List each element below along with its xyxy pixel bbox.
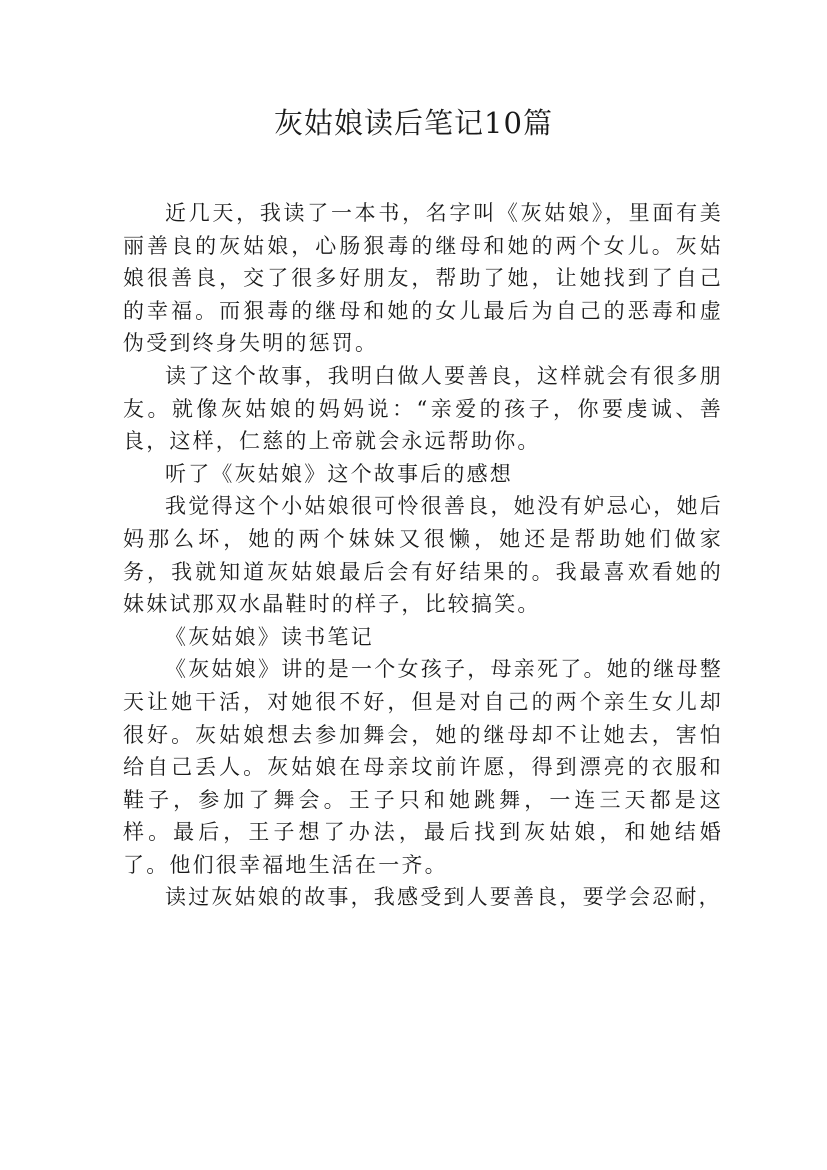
document-body: [123, 197, 723, 914]
section-heading-2: 《灰姑娘》读书笔记: [165, 624, 374, 649]
paragraph-4: 《灰姑娘》讲的是一个女孩子，母亲死了。她的继母整天让她干活，对她很不好，但是对自己的两个亲生女儿却很好。灰姑娘想去参加舞会，她的继母却不让她去，害怕给自己丢人。灰姑娘在母亲坟前许愿，得到漂亮的衣服和鞋子，参加了舞会。王子只和她跳舞，一连三天都是这样。最后，王子想了办法，最后找到灰姑娘，和她结婚了。他们很幸福地生活在一齐。: [123, 657, 723, 877]
paragraph-1: 近几天，我读了一本书，名字叫《灰姑娘》，里面有美丽善良的灰姑娘，心肠狠毒的继母和她的两个女儿。灰姑娘很善良，交了很多好朋友，帮助了她，让她找到了自己的幸福。而狠毒的继母和她的女儿最后为自己的恶毒和虚伪受到终身失明的惩罚。: [123, 201, 723, 356]
paragraph-3: 我觉得这个小姑娘很可怜很善良，她没有妒忌心，她后妈那么坏，她的两个妹妹又很懒，她还是帮助她们做家务，我就知道灰姑娘最后会有好结果的。我最喜欢看她的妹妹试那双水晶鞋时的样子，比较搞笑。: [123, 494, 723, 617]
document-title: 灰姑娘读后笔记10篇: [274, 106, 553, 140]
paragraph-5: 读过灰姑娘的故事，我感受到人要善良，要学会忍耐，: [165, 885, 722, 910]
paragraph-2: 读了这个故事，我明白做人要善良，这样就会有很多朋友。就像灰姑娘的妈妈说：“亲爱的孩子，你要虔诚、善良，这样，仁慈的上帝就会永远帮助你。: [123, 363, 723, 454]
section-heading-1: 听了《灰姑娘》这个故事后的感想: [165, 461, 513, 486]
